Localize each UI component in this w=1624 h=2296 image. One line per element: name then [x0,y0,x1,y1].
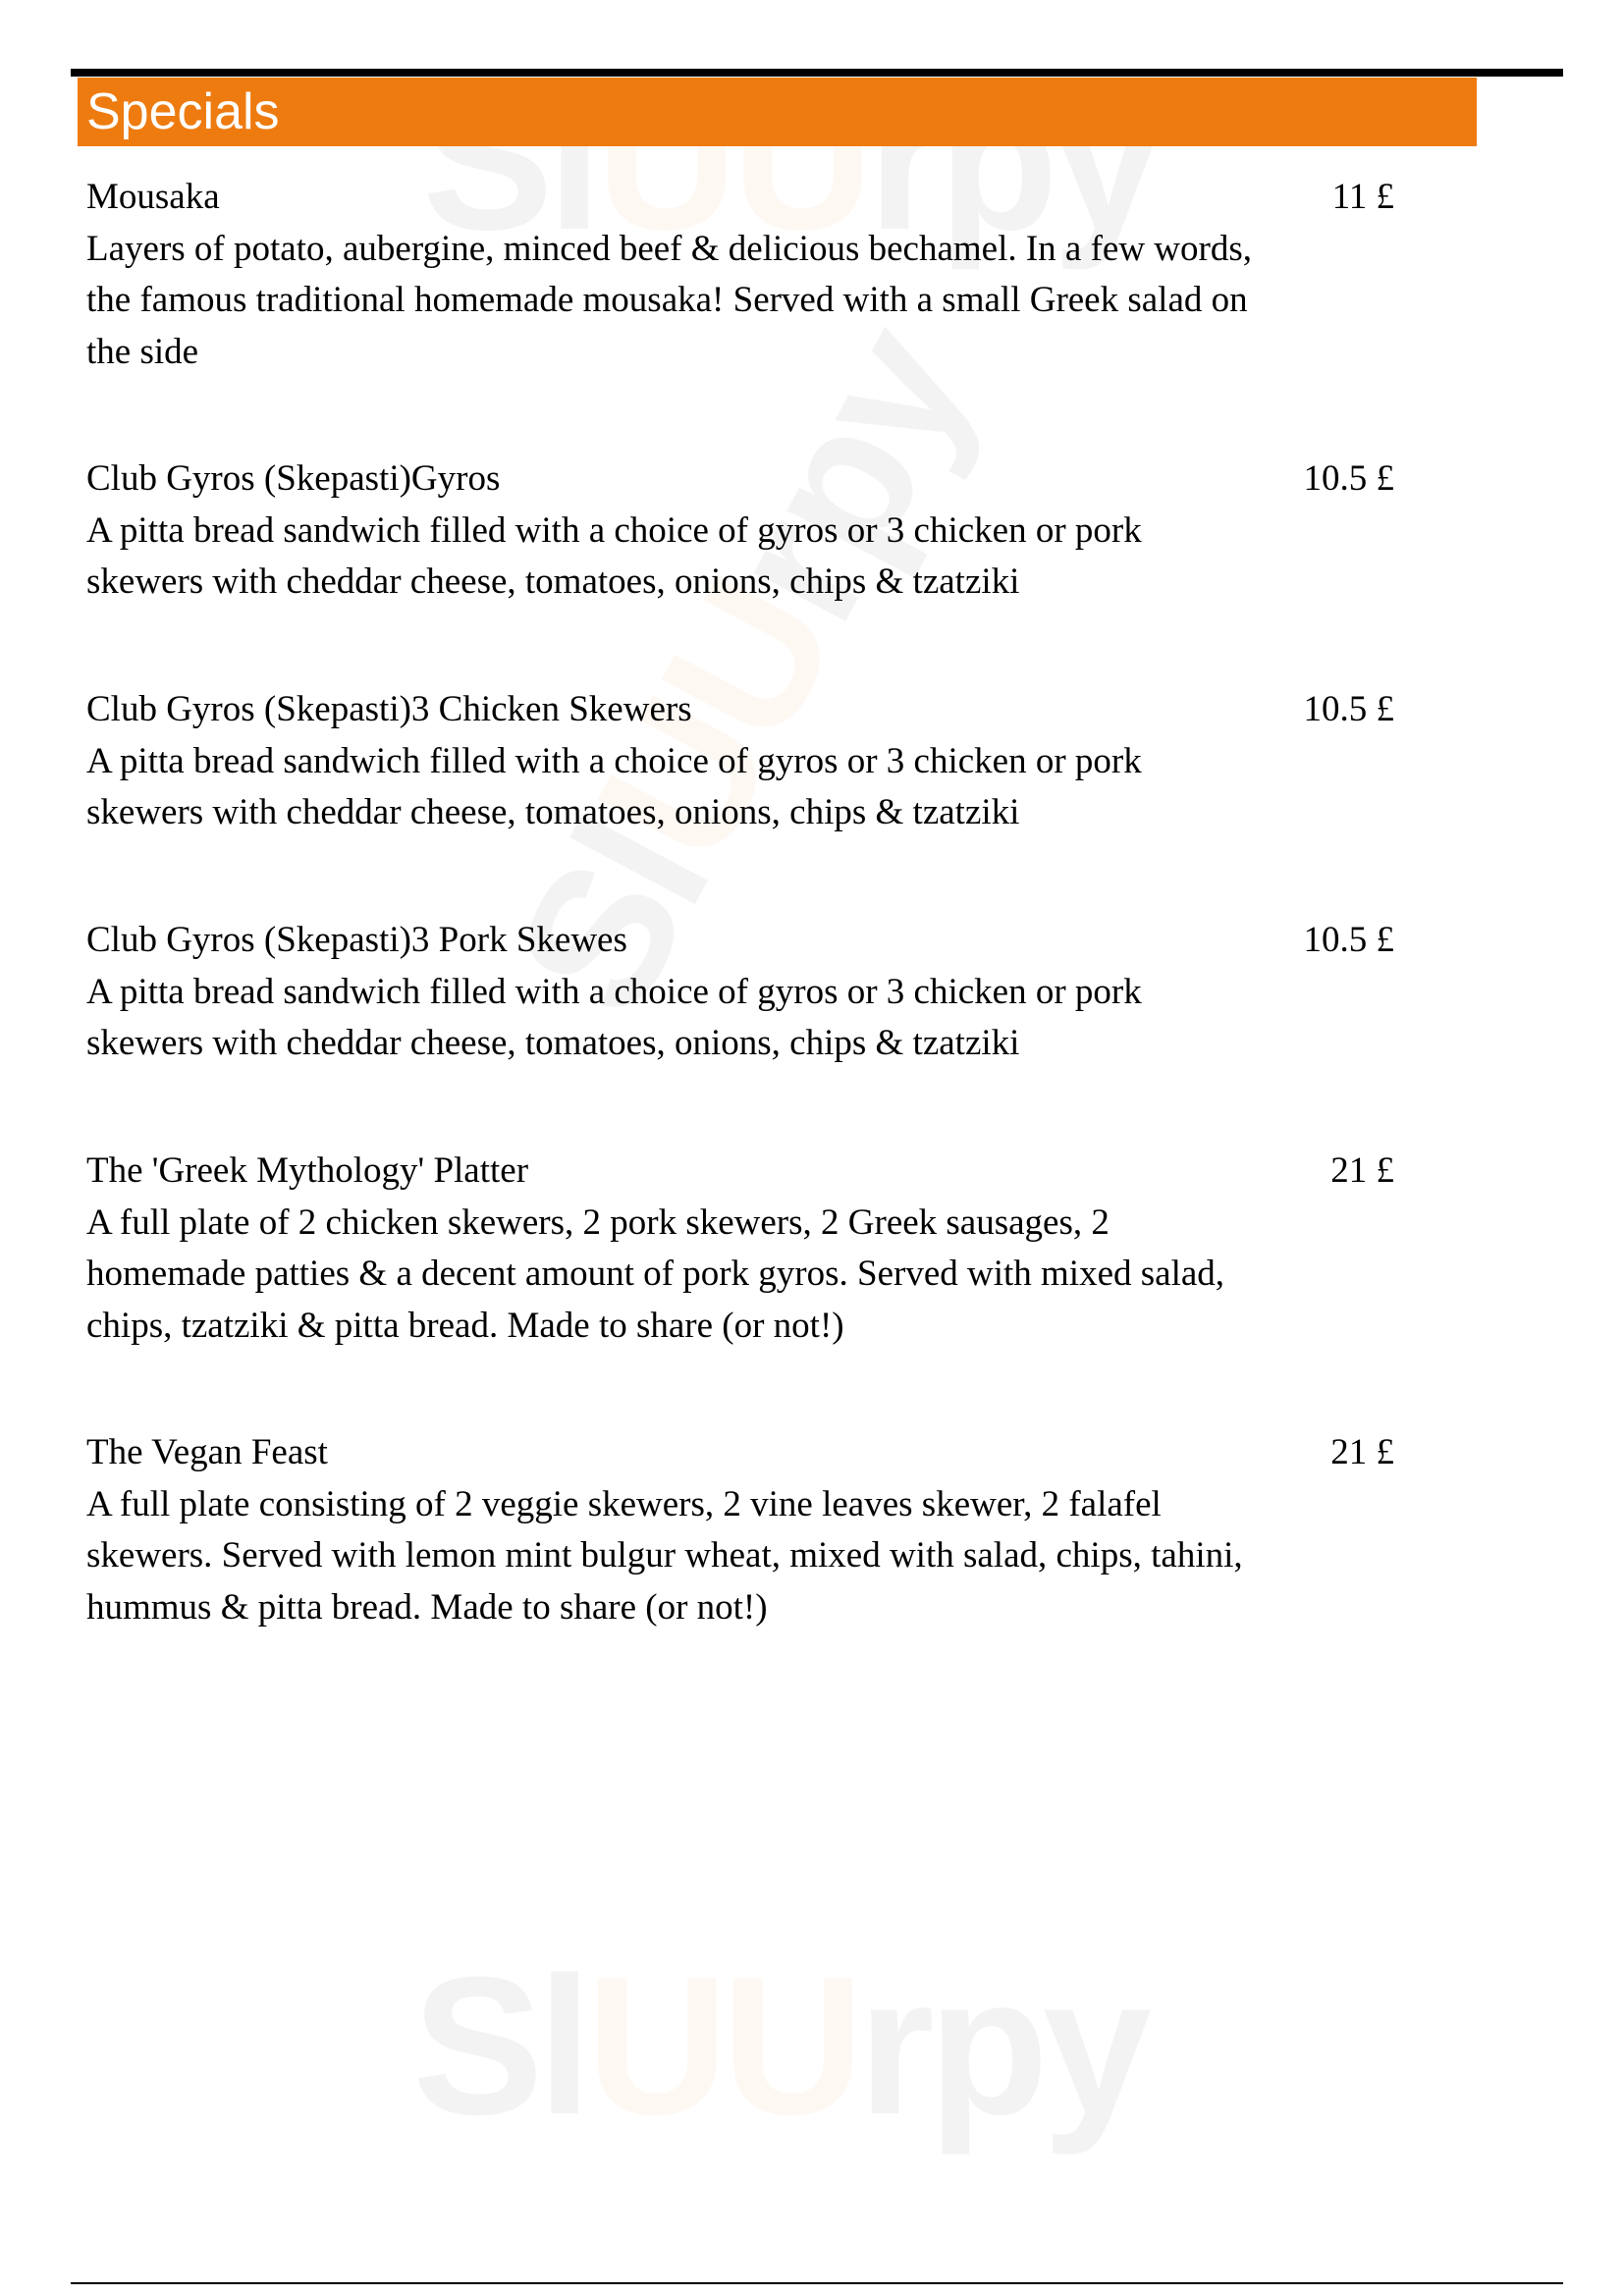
menu-item [86,1146,1394,1427]
menu-item-description: A pitta bread sandwich filled with a choice of gyros or 3 chicken or pork skewers with cheddar cheese, tomatoes, onions, chips & tzatziki [86,740,1142,832]
menu-item [86,1427,1394,1633]
menu-item-name: Club Gyros (Skepasti)3 Chicken Skewers [86,689,692,729]
menu-item-list [86,172,1394,1633]
menu-item-description: Layers of potato, aubergine, minced beef & delicious bechamel. In a few words, the famous traditional homemade mousaka! Served with a small Greek salad on the side [86,228,1252,372]
menu-item-description: A pitta bread sandwich filled with a choice of gyros or 3 chicken or pork skewers with cheddar cheese, tomatoes, onions, chips & tzatziki [86,971,1142,1063]
menu-item-name: Club Gyros (Skepasti)Gyros [86,458,501,499]
menu-item [86,454,1394,684]
top-divider [71,69,1563,77]
section-header [78,78,1477,146]
menu-item-description: A full plate consisting of 2 veggie skewers, 2 vine leaves skewer, 2 falafel skewers. Served with lemon mint bulgur wheat, mixed with salad, chips, tahini, hummus & pitta bread. Made to share (or not!) [86,1483,1243,1628]
menu-item-price: 10.5 £ [1303,920,1394,960]
menu-item-price: 21 £ [1330,1150,1394,1191]
menu-item-name: The Vegan Feast [86,1432,328,1472]
watermark-logo [412,1934,1146,2160]
menu-item-price: 10.5 £ [1303,689,1394,729]
menu-item-price: 11 £ [1331,177,1394,217]
menu-item-name: Club Gyros (Skepasti)3 Pork Skewes [86,920,627,960]
menu-item-price: 21 £ [1330,1432,1394,1472]
menu-item-price: 10.5 £ [1303,458,1394,499]
menu-item-description: A full plate of 2 chicken skewers, 2 pork skewers, 2 Greek sausages, 2 homemade patties & a decent amount of pork gyros. Served with mixed salad, chips, tzatziki & pitta bread. Made to share (or not!) [86,1201,1225,1346]
section-title: Specials [86,83,280,140]
menu-item-name: Mousaka [86,177,220,217]
bottom-divider [71,2282,1563,2284]
menu-item-name: The 'Greek Mythology' Platter [86,1150,529,1191]
menu-item [86,684,1394,915]
menu-item-description: A pitta bread sandwich filled with a choice of gyros or 3 chicken or pork skewers with cheddar cheese, tomatoes, onions, chips & tzatziki [86,509,1142,602]
menu-item [86,915,1394,1146]
menu-item [86,172,1394,454]
